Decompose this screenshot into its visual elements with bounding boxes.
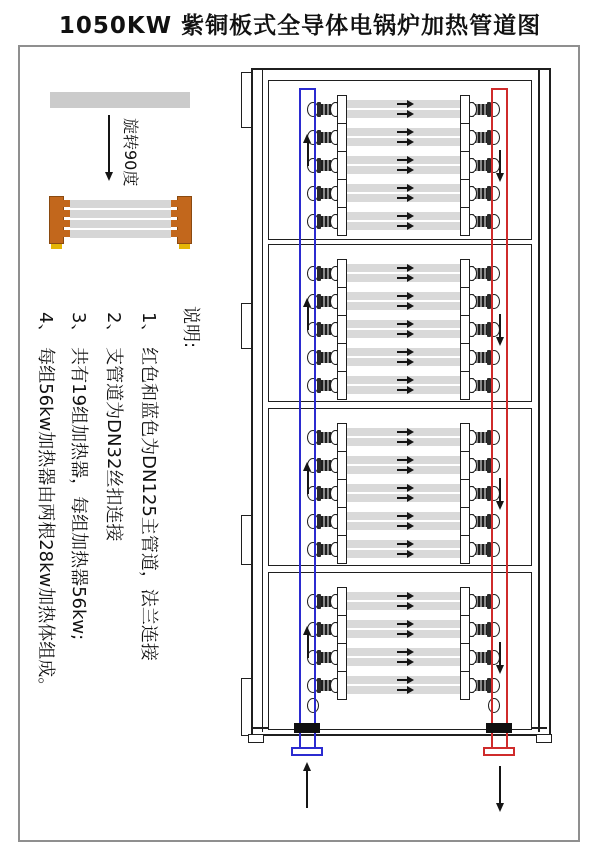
heater-end-plate (337, 315, 347, 344)
heater-end-plate (337, 123, 347, 152)
legend-heater-left-block (49, 196, 64, 244)
heater-end-plate (337, 371, 347, 400)
legend-heater-stub (171, 200, 178, 207)
tube-flow-arrow-icon (397, 633, 408, 635)
tube-flow-arrow-icon (397, 431, 408, 433)
tube-flow-arrow-icon (397, 441, 408, 443)
tube-flow-arrow-icon (397, 651, 408, 653)
heater-end-plate (337, 151, 347, 180)
heater-end-plate (460, 343, 470, 372)
heater-end-plate (460, 535, 470, 564)
heater-end-plate (337, 343, 347, 372)
note-line: 2、 支管道为DN32丝扣连接 (103, 312, 124, 542)
heater-end-plate (460, 371, 470, 400)
heater-plate-top-view (50, 92, 190, 108)
heater-end-plate (460, 151, 470, 180)
tube-flow-arrow-icon (397, 215, 408, 217)
tube-flow-arrow-icon (397, 553, 408, 555)
tube-flow-arrow-icon (397, 141, 408, 143)
return-flange (483, 747, 515, 756)
tube-flow-arrow-icon (397, 469, 408, 471)
pipe-flow-up-arrow-icon (307, 142, 309, 166)
tube-flow-arrow-icon (397, 679, 408, 681)
legend-heater-stub (63, 230, 70, 237)
heater-end-plate (337, 451, 347, 480)
legend-heater-foot (51, 244, 62, 249)
heater-end-plate (337, 179, 347, 208)
cabinet-wall-line (262, 70, 264, 732)
heater-end-plate (460, 259, 470, 288)
pipe-flow-down-arrow-icon (499, 150, 501, 174)
heater-end-plate (337, 95, 347, 124)
heater-end-plate (460, 287, 470, 316)
legend-heater-tube (70, 200, 171, 208)
tube-flow-arrow-icon (397, 277, 408, 279)
tube-flow-arrow-icon (397, 497, 408, 499)
rotate-label: 旋转90度 (121, 118, 140, 187)
legend-heater-tube (70, 230, 171, 238)
tube-flow-arrow-icon (397, 661, 408, 663)
tube-flow-arrow-icon (397, 187, 408, 189)
note-line: 1、 红色和蓝色为DN125主管道，法兰连接 (138, 312, 159, 661)
heater-end-plate (337, 535, 347, 564)
heater-end-plate (460, 207, 470, 236)
supply-flange (291, 747, 323, 756)
heater-end-plate (460, 479, 470, 508)
pipe-wall-band (294, 723, 320, 733)
pipe-flow-down-arrow-icon (499, 478, 501, 502)
legend-heater-stub (63, 210, 70, 217)
heater-end-plate (460, 507, 470, 536)
legend-heater-right-block (177, 196, 192, 244)
heater-end-plate (460, 643, 470, 672)
legend-heater-tube (70, 210, 171, 218)
legend-heater-stub (171, 210, 178, 217)
tube-flow-arrow-icon (397, 459, 408, 461)
heater-end-plate (337, 615, 347, 644)
drawing-title: 1050KW 紫铜板式全导体电锅炉加热管道图 (58, 13, 542, 39)
heater-end-plate (460, 451, 470, 480)
note-line: 4、 每组56kw加热器由两根28kw加热体组成。 (35, 312, 56, 696)
tube-flow-arrow-icon (397, 169, 408, 171)
heater-end-plate (337, 287, 347, 316)
pipe-flow-down-arrow-icon (499, 642, 501, 666)
heater-end-plate (337, 259, 347, 288)
note-line: 3、 共有19组加热器，每组加热器56kw; (68, 312, 89, 641)
tube-flow-arrow-icon (397, 351, 408, 353)
tube-flow-arrow-icon (397, 103, 408, 105)
heater-end-plate (460, 123, 470, 152)
tube-flow-arrow-icon (397, 305, 408, 307)
heater-end-plate (460, 95, 470, 124)
legend-heater-stub (171, 230, 178, 237)
legend-heater-tube (70, 220, 171, 228)
heater-end-plate (460, 315, 470, 344)
tube-flow-arrow-icon (397, 515, 408, 517)
legend-heater-stub (63, 220, 70, 227)
legend-heater-foot (179, 244, 190, 249)
tube-flow-arrow-icon (397, 159, 408, 161)
heater-end-plate (337, 643, 347, 672)
rotate-arrow-icon (108, 115, 110, 173)
tube-flow-arrow-icon (397, 113, 408, 115)
heater-end-plate (460, 179, 470, 208)
tube-flow-arrow-icon (397, 131, 408, 133)
tube-flow-arrow-icon (397, 295, 408, 297)
pipe-flow-down-arrow-icon (499, 314, 501, 338)
cabinet-leg (248, 734, 264, 743)
outlet-arrow-icon (499, 766, 501, 804)
heater-end-plate (337, 423, 347, 452)
heater-end-plate (337, 671, 347, 700)
pipe-flow-up-arrow-icon (307, 634, 309, 658)
tube-flow-arrow-icon (397, 225, 408, 227)
tube-flow-arrow-icon (397, 197, 408, 199)
pipe-flow-up-arrow-icon (307, 470, 309, 494)
heater-end-plate (337, 507, 347, 536)
tube-flow-arrow-icon (397, 389, 408, 391)
tube-flow-arrow-icon (397, 267, 408, 269)
tube-flow-arrow-icon (397, 323, 408, 325)
tube-flow-arrow-icon (397, 623, 408, 625)
tube-flow-arrow-icon (397, 487, 408, 489)
heater-end-plate (337, 479, 347, 508)
tube-flow-arrow-icon (397, 543, 408, 545)
tube-flow-arrow-icon (397, 379, 408, 381)
tube-flow-arrow-icon (397, 605, 408, 607)
tube-flow-arrow-icon (397, 333, 408, 335)
tube-flow-arrow-icon (397, 525, 408, 527)
tube-flow-arrow-icon (397, 595, 408, 597)
heater-end-plate (460, 587, 470, 616)
heater-end-plate (460, 423, 470, 452)
heater-end-plate (460, 615, 470, 644)
heater-end-plate (337, 207, 347, 236)
inlet-arrow-icon (306, 770, 308, 808)
note-heading: 说明: (180, 306, 201, 349)
legend-heater-stub (171, 220, 178, 227)
heater-end-plate (337, 587, 347, 616)
cabinet-leg (536, 734, 552, 743)
tube-flow-arrow-icon (397, 361, 408, 363)
pipe-wall-band (486, 723, 512, 733)
legend-heater-stub (63, 200, 70, 207)
heater-end-plate (460, 671, 470, 700)
pipe-flow-up-arrow-icon (307, 306, 309, 330)
tube-flow-arrow-icon (397, 689, 408, 691)
cabinet-wall-line (538, 70, 540, 732)
